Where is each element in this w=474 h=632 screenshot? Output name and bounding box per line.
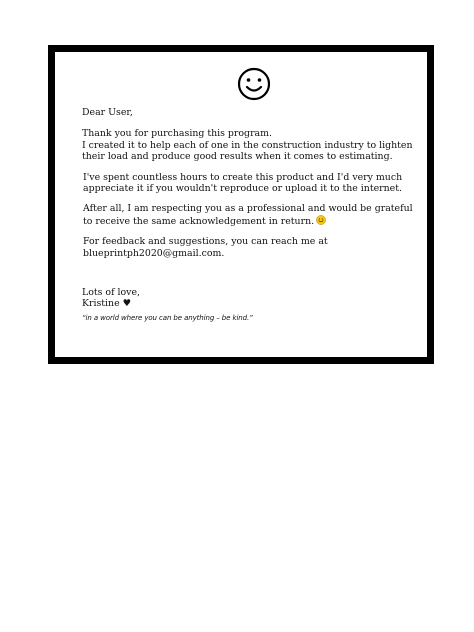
- closing: Lots of love,: [82, 287, 140, 299]
- letter-body: [82, 107, 422, 323]
- paragraph-respect-text: After all, I am respecting you as a professional and would be grateful to receive the same acknowledgement in return.: [83, 203, 413, 227]
- paragraph-feedback: For feedback and suggestions, you can reach me at blueprintph2020@gmail.com.: [83, 236, 328, 259]
- paragraph-request: I've spent countless hours to create this product and I'd very much appreciate it if you wouldn't reproduce or upload it to the internet.: [83, 171, 403, 195]
- smiling-emoji-icon: [316, 215, 326, 225]
- smiley-face-icon: [237, 67, 271, 101]
- signature: Kristine ♥: [82, 298, 132, 310]
- paragraph-thanks: Thank you for purchasing this program.: [82, 128, 273, 140]
- paragraph-respect: [82, 203, 422, 227]
- quote: “in a world where you can be anything – be kind.”: [82, 313, 253, 322]
- paragraph-purpose: I created it to help each of one in the construction industry to lighten their load and produce good results when it comes to estimating.: [82, 139, 413, 163]
- letter-frame: [48, 45, 434, 364]
- greeting: Dear User,: [82, 107, 133, 118]
